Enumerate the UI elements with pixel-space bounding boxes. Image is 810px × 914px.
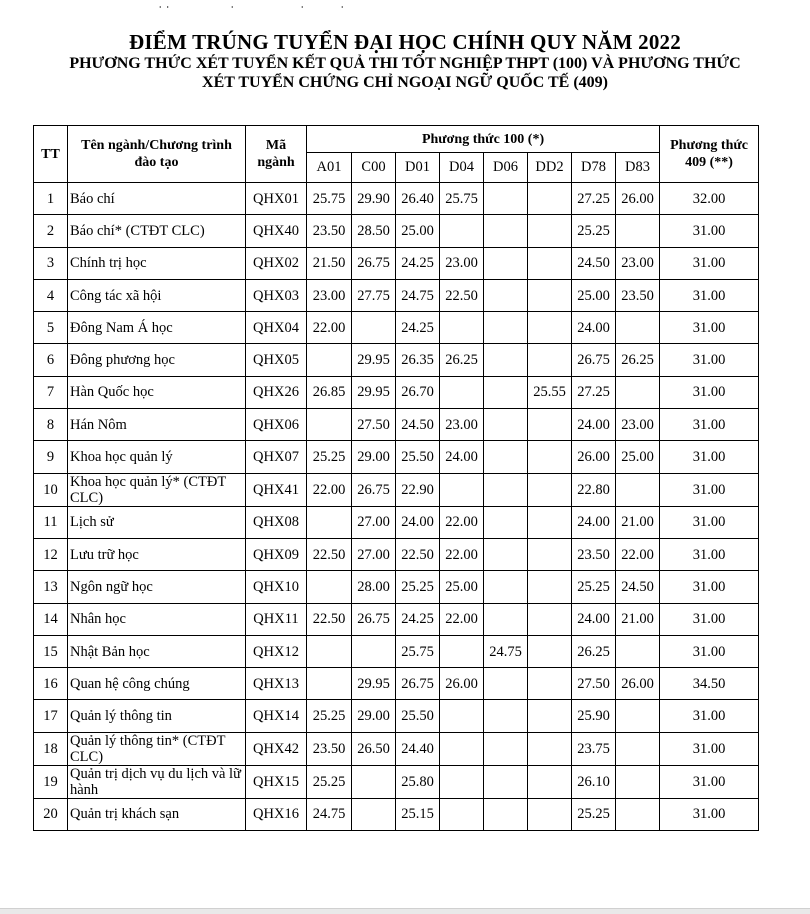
row-number: 18 xyxy=(34,732,68,765)
score-d83: 21.00 xyxy=(616,506,660,538)
score-method-409: 31.00 xyxy=(660,635,759,667)
score-method-409: 31.00 xyxy=(660,798,759,830)
row-number: 3 xyxy=(34,247,68,279)
score-method-409: 31.00 xyxy=(660,473,759,506)
score-c00: 28.00 xyxy=(352,571,396,603)
admission-scores-table xyxy=(33,125,759,831)
row-number: 13 xyxy=(34,571,68,603)
score-dd2 xyxy=(528,247,572,279)
score-method-409: 34.50 xyxy=(660,668,759,700)
score-c00: 26.75 xyxy=(352,247,396,279)
header-tt: TT xyxy=(34,126,68,183)
subheader-d06: D06 xyxy=(484,153,528,183)
score-d01: 24.25 xyxy=(396,603,440,635)
header-method-409 xyxy=(660,126,759,183)
score-dd2 xyxy=(528,441,572,473)
score-dd2 xyxy=(528,409,572,441)
score-d06 xyxy=(484,571,528,603)
document-header xyxy=(0,30,810,92)
table-row xyxy=(34,798,759,830)
table-row xyxy=(34,538,759,570)
program-code: QHX04 xyxy=(246,312,307,344)
score-method-409: 31.00 xyxy=(660,215,759,247)
score-d83: 25.00 xyxy=(616,441,660,473)
score-method-409: 31.00 xyxy=(660,700,759,732)
score-dd2 xyxy=(528,344,572,376)
table-row xyxy=(34,700,759,732)
score-c00: 27.00 xyxy=(352,538,396,570)
score-a01: 25.25 xyxy=(307,700,352,732)
score-dd2 xyxy=(528,183,572,215)
score-d01: 25.50 xyxy=(396,441,440,473)
score-d78: 27.25 xyxy=(572,183,616,215)
score-d78: 26.00 xyxy=(572,441,616,473)
table-row xyxy=(34,183,759,215)
score-d01: 22.50 xyxy=(396,538,440,570)
score-c00: 29.95 xyxy=(352,668,396,700)
score-c00: 27.50 xyxy=(352,409,396,441)
score-d83 xyxy=(616,473,660,506)
program-name: Ngôn ngữ học xyxy=(68,571,246,603)
program-name: Công tác xã hội xyxy=(68,279,246,311)
row-number: 15 xyxy=(34,635,68,667)
score-d78: 24.00 xyxy=(572,506,616,538)
row-number: 7 xyxy=(34,376,68,408)
score-d06 xyxy=(484,344,528,376)
row-number: 11 xyxy=(34,506,68,538)
score-d83 xyxy=(616,215,660,247)
program-code: QHX06 xyxy=(246,409,307,441)
score-c00: 29.95 xyxy=(352,376,396,408)
score-d01: 25.00 xyxy=(396,215,440,247)
score-d04 xyxy=(440,473,484,506)
table-row xyxy=(34,473,759,506)
score-a01: 22.00 xyxy=(307,473,352,506)
score-d78: 24.50 xyxy=(572,247,616,279)
program-name: Quản lý thông tin xyxy=(68,700,246,732)
score-d83: 23.00 xyxy=(616,409,660,441)
header-program-code-line-1: Mã xyxy=(265,138,287,153)
score-d01: 26.40 xyxy=(396,183,440,215)
program-name: Đông phương học xyxy=(68,344,246,376)
score-c00: 26.50 xyxy=(352,732,396,765)
score-c00 xyxy=(352,798,396,830)
score-d78: 25.90 xyxy=(572,700,616,732)
subheader-d01: D01 xyxy=(396,153,440,183)
program-code: QHX40 xyxy=(246,215,307,247)
score-d78: 26.25 xyxy=(572,635,616,667)
score-d06 xyxy=(484,279,528,311)
row-number: 10 xyxy=(34,473,68,506)
score-d83: 22.00 xyxy=(616,538,660,570)
score-d06 xyxy=(484,215,528,247)
program-code: QHX26 xyxy=(246,376,307,408)
row-number: 17 xyxy=(34,700,68,732)
score-c00: 29.90 xyxy=(352,183,396,215)
row-number: 12 xyxy=(34,538,68,570)
program-code: QHX42 xyxy=(246,732,307,765)
score-c00 xyxy=(352,312,396,344)
table-row xyxy=(34,603,759,635)
score-c00: 26.75 xyxy=(352,473,396,506)
row-number: 9 xyxy=(34,441,68,473)
score-dd2 xyxy=(528,312,572,344)
subheader-d78: D78 xyxy=(572,153,616,183)
score-d83: 26.25 xyxy=(616,344,660,376)
score-method-409: 31.00 xyxy=(660,441,759,473)
score-method-409: 31.00 xyxy=(660,312,759,344)
score-d83: 23.50 xyxy=(616,279,660,311)
score-d83 xyxy=(616,732,660,765)
score-d04: 22.00 xyxy=(440,538,484,570)
score-d06 xyxy=(484,247,528,279)
score-dd2 xyxy=(528,732,572,765)
score-method-409: 31.00 xyxy=(660,506,759,538)
table-row xyxy=(34,344,759,376)
score-method-409: 31.00 xyxy=(660,409,759,441)
score-d83 xyxy=(616,700,660,732)
program-name: Báo chí* (CTĐT CLC) xyxy=(68,215,246,247)
score-d06 xyxy=(484,732,528,765)
program-name: Khoa học quản lý xyxy=(68,441,246,473)
score-dd2 xyxy=(528,603,572,635)
score-d01: 25.15 xyxy=(396,798,440,830)
score-d01: 25.75 xyxy=(396,635,440,667)
score-c00: 27.75 xyxy=(352,279,396,311)
score-method-409: 31.00 xyxy=(660,376,759,408)
score-c00: 29.95 xyxy=(352,344,396,376)
header-method-409-line-1: Phương thức xyxy=(670,138,748,153)
score-d78: 26.10 xyxy=(572,765,616,798)
subheader-d04: D04 xyxy=(440,153,484,183)
score-a01: 25.75 xyxy=(307,183,352,215)
program-code: QHX05 xyxy=(246,344,307,376)
score-d06 xyxy=(484,473,528,506)
row-number: 2 xyxy=(34,215,68,247)
score-a01: 25.25 xyxy=(307,765,352,798)
score-d83 xyxy=(616,765,660,798)
score-d04 xyxy=(440,700,484,732)
score-c00: 29.00 xyxy=(352,441,396,473)
program-code: QHX03 xyxy=(246,279,307,311)
score-d83: 26.00 xyxy=(616,183,660,215)
score-dd2 xyxy=(528,668,572,700)
score-d01: 25.80 xyxy=(396,765,440,798)
score-d78: 25.00 xyxy=(572,279,616,311)
program-name: Quản lý thông tin* (CTĐT CLC) xyxy=(68,732,246,765)
score-d06 xyxy=(484,312,528,344)
row-number: 1 xyxy=(34,183,68,215)
score-method-409: 32.00 xyxy=(660,183,759,215)
score-d01: 26.75 xyxy=(396,668,440,700)
score-d04: 25.75 xyxy=(440,183,484,215)
table-row xyxy=(34,668,759,700)
score-d04 xyxy=(440,765,484,798)
score-d83 xyxy=(616,312,660,344)
score-a01: 23.50 xyxy=(307,732,352,765)
score-d04 xyxy=(440,215,484,247)
score-d78: 25.25 xyxy=(572,798,616,830)
subheader-dd2: DD2 xyxy=(528,153,572,183)
score-dd2 xyxy=(528,215,572,247)
table-row xyxy=(34,279,759,311)
score-d06 xyxy=(484,700,528,732)
row-number: 16 xyxy=(34,668,68,700)
score-d06 xyxy=(484,441,528,473)
score-d01: 26.70 xyxy=(396,376,440,408)
score-d01: 24.00 xyxy=(396,506,440,538)
score-d78: 27.25 xyxy=(572,376,616,408)
score-d83: 23.00 xyxy=(616,247,660,279)
table-row xyxy=(34,409,759,441)
table-row xyxy=(34,732,759,765)
table-row xyxy=(34,376,759,408)
score-method-409: 31.00 xyxy=(660,603,759,635)
score-d01: 25.25 xyxy=(396,571,440,603)
program-code: QHX10 xyxy=(246,571,307,603)
program-code: QHX41 xyxy=(246,473,307,506)
score-dd2 xyxy=(528,473,572,506)
program-code: QHX01 xyxy=(246,183,307,215)
row-number: 5 xyxy=(34,312,68,344)
score-d04: 26.25 xyxy=(440,344,484,376)
page-subtitle-line-2: XÉT TUYỂN CHỨNG CHỈ NGOẠI NGỮ QUỐC TẾ (409) xyxy=(202,74,608,91)
score-d83: 21.00 xyxy=(616,603,660,635)
score-d04: 24.00 xyxy=(440,441,484,473)
score-a01 xyxy=(307,506,352,538)
score-method-409: 31.00 xyxy=(660,732,759,765)
row-number: 14 xyxy=(34,603,68,635)
score-a01: 25.25 xyxy=(307,441,352,473)
score-dd2 xyxy=(528,538,572,570)
score-d83 xyxy=(616,376,660,408)
page-subtitle-line-1: PHƯƠNG THỨC XÉT TUYỂN KẾT QUẢ THI TỐT NGHIỆP THPT (100) VÀ PHƯƠNG THỨC xyxy=(69,55,741,72)
score-method-409: 31.00 xyxy=(660,571,759,603)
row-number: 19 xyxy=(34,765,68,798)
program-code: QHX15 xyxy=(246,765,307,798)
score-method-409: 31.00 xyxy=(660,344,759,376)
score-a01 xyxy=(307,635,352,667)
score-c00 xyxy=(352,635,396,667)
score-d06 xyxy=(484,376,528,408)
score-dd2 xyxy=(528,798,572,830)
program-name: Lưu trữ học xyxy=(68,538,246,570)
score-method-409: 31.00 xyxy=(660,279,759,311)
subheader-d83: D83 xyxy=(616,153,660,183)
next-page-edge xyxy=(0,908,810,914)
subheader-a01: A01 xyxy=(307,153,352,183)
score-d01: 26.35 xyxy=(396,344,440,376)
score-d78: 24.00 xyxy=(572,409,616,441)
score-d78: 24.00 xyxy=(572,312,616,344)
row-number: 8 xyxy=(34,409,68,441)
program-code: QHX14 xyxy=(246,700,307,732)
score-d78: 23.75 xyxy=(572,732,616,765)
program-name: Báo chí xyxy=(68,183,246,215)
score-d01: 22.90 xyxy=(396,473,440,506)
score-d78: 24.00 xyxy=(572,603,616,635)
program-code: QHX11 xyxy=(246,603,307,635)
score-dd2 xyxy=(528,506,572,538)
subheader-c00: C00 xyxy=(352,153,396,183)
score-dd2 xyxy=(528,279,572,311)
score-d06 xyxy=(484,409,528,441)
program-name: Nhân học xyxy=(68,603,246,635)
program-code: QHX12 xyxy=(246,635,307,667)
score-d06 xyxy=(484,765,528,798)
score-dd2 xyxy=(528,700,572,732)
score-d83: 26.00 xyxy=(616,668,660,700)
score-d78: 22.80 xyxy=(572,473,616,506)
row-number: 4 xyxy=(34,279,68,311)
table-row xyxy=(34,765,759,798)
header-program-name: Tên ngành/Chương trình đào tạo xyxy=(68,126,246,183)
score-a01 xyxy=(307,409,352,441)
row-number: 6 xyxy=(34,344,68,376)
score-d04: 23.00 xyxy=(440,247,484,279)
table-body xyxy=(34,183,759,831)
score-d06 xyxy=(484,603,528,635)
score-a01: 22.00 xyxy=(307,312,352,344)
score-c00 xyxy=(352,765,396,798)
header-method-100: Phương thức 100 (*) xyxy=(307,126,660,153)
score-c00: 26.75 xyxy=(352,603,396,635)
score-d04 xyxy=(440,376,484,408)
table-row xyxy=(34,312,759,344)
program-name: Hán Nôm xyxy=(68,409,246,441)
program-name: Chính trị học xyxy=(68,247,246,279)
score-d06: 24.75 xyxy=(484,635,528,667)
score-d83 xyxy=(616,635,660,667)
score-d04: 22.50 xyxy=(440,279,484,311)
score-dd2 xyxy=(528,635,572,667)
score-d06 xyxy=(484,506,528,538)
score-d78: 25.25 xyxy=(572,571,616,603)
score-a01: 21.50 xyxy=(307,247,352,279)
header-program-code xyxy=(246,126,307,183)
score-a01: 23.50 xyxy=(307,215,352,247)
program-code: QHX02 xyxy=(246,247,307,279)
previous-page-edge: ˌ ˌ ˌ ˌ ˌ xyxy=(158,0,345,8)
score-a01: 23.00 xyxy=(307,279,352,311)
table-row xyxy=(34,247,759,279)
program-code: QHX09 xyxy=(246,538,307,570)
header-method-409-line-2: 409 (**) xyxy=(685,155,733,170)
table-row xyxy=(34,441,759,473)
score-d04 xyxy=(440,312,484,344)
score-a01 xyxy=(307,668,352,700)
score-d04 xyxy=(440,732,484,765)
row-number: 20 xyxy=(34,798,68,830)
score-a01: 24.75 xyxy=(307,798,352,830)
score-d04: 26.00 xyxy=(440,668,484,700)
table-row xyxy=(34,571,759,603)
score-d06 xyxy=(484,538,528,570)
table-row xyxy=(34,506,759,538)
score-d06 xyxy=(484,668,528,700)
score-d01: 24.75 xyxy=(396,279,440,311)
program-name: Quản trị khách sạn xyxy=(68,798,246,830)
score-method-409: 31.00 xyxy=(660,538,759,570)
score-a01: 22.50 xyxy=(307,603,352,635)
header-program-code-line-2: ngành xyxy=(257,155,295,170)
score-d83: 24.50 xyxy=(616,571,660,603)
score-a01 xyxy=(307,571,352,603)
score-a01: 22.50 xyxy=(307,538,352,570)
table-row xyxy=(34,635,759,667)
table-row xyxy=(34,215,759,247)
program-code: QHX16 xyxy=(246,798,307,830)
program-code: QHX08 xyxy=(246,506,307,538)
score-method-409: 31.00 xyxy=(660,765,759,798)
program-code: QHX07 xyxy=(246,441,307,473)
score-d01: 24.40 xyxy=(396,732,440,765)
score-dd2 xyxy=(528,765,572,798)
score-d01: 25.50 xyxy=(396,700,440,732)
score-d01: 24.25 xyxy=(396,312,440,344)
score-d06 xyxy=(484,798,528,830)
score-d04 xyxy=(440,635,484,667)
score-d78: 25.25 xyxy=(572,215,616,247)
score-d78: 27.50 xyxy=(572,668,616,700)
score-c00: 27.00 xyxy=(352,506,396,538)
score-d04: 22.00 xyxy=(440,603,484,635)
score-dd2: 25.55 xyxy=(528,376,572,408)
program-code: QHX13 xyxy=(246,668,307,700)
score-d01: 24.25 xyxy=(396,247,440,279)
score-d04: 22.00 xyxy=(440,506,484,538)
score-c00: 29.00 xyxy=(352,700,396,732)
score-c00: 28.50 xyxy=(352,215,396,247)
program-name: Khoa học quản lý* (CTĐT CLC) xyxy=(68,473,246,506)
score-d04: 25.00 xyxy=(440,571,484,603)
score-d83 xyxy=(616,798,660,830)
program-name: Nhật Bản học xyxy=(68,635,246,667)
score-d78: 26.75 xyxy=(572,344,616,376)
score-d06 xyxy=(484,183,528,215)
score-d04: 23.00 xyxy=(440,409,484,441)
program-name: Quan hệ công chúng xyxy=(68,668,246,700)
program-name: Lịch sử xyxy=(68,506,246,538)
page-title: ĐIỂM TRÚNG TUYỂN ĐẠI HỌC CHÍNH QUY NĂM 2022 xyxy=(129,30,681,54)
score-method-409: 31.00 xyxy=(660,247,759,279)
score-dd2 xyxy=(528,571,572,603)
score-d01: 24.50 xyxy=(396,409,440,441)
program-name: Đông Nam Á học xyxy=(68,312,246,344)
score-a01 xyxy=(307,344,352,376)
program-name: Hàn Quốc học xyxy=(68,376,246,408)
program-name: Quản trị dịch vụ du lịch và lữ hành xyxy=(68,765,246,798)
score-d04 xyxy=(440,798,484,830)
score-a01: 26.85 xyxy=(307,376,352,408)
score-d78: 23.50 xyxy=(572,538,616,570)
